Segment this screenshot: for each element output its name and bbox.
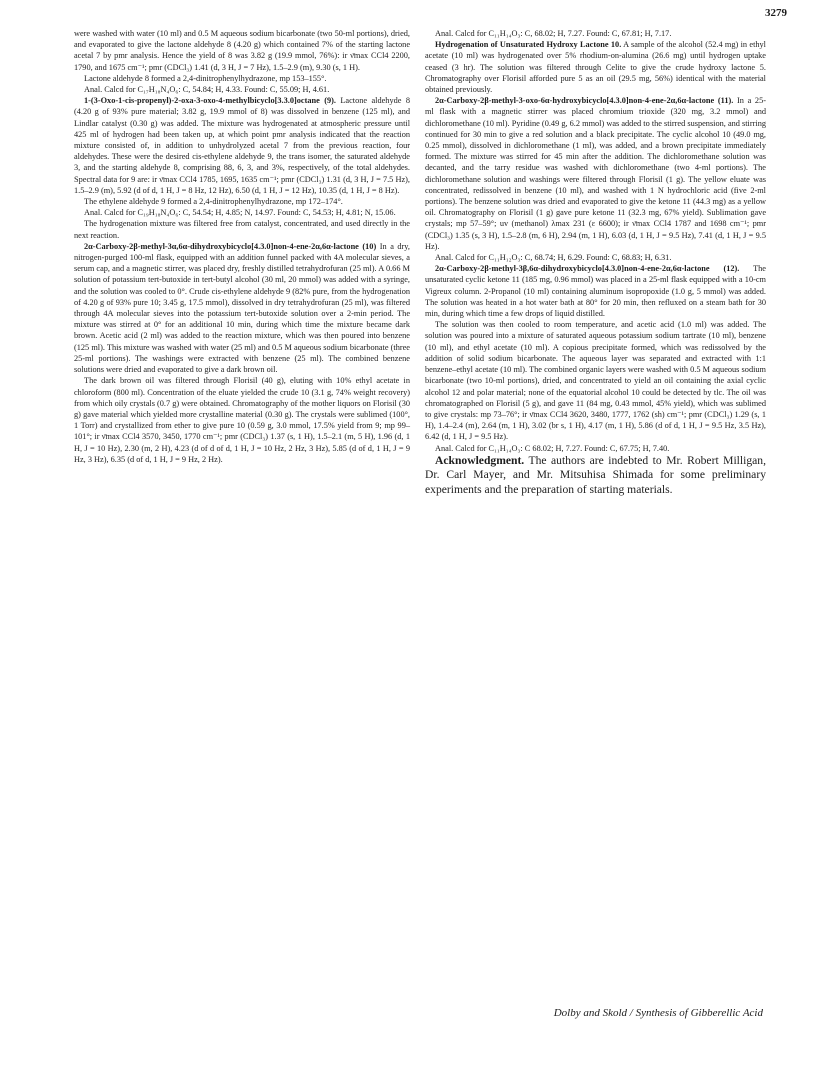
analysis-paragraph: Anal. Calcd for C₁₁H₁₂O₃: C, 68.74; H, 6.29. Found: C, 68.83; H, 6.31.	[435, 253, 672, 263]
analysis-paragraph: Anal. Calcd for C₁₁H₁₄O₃: C, 68.02; H, 7.27. Found: C, 67.81; H, 7.17.	[435, 29, 672, 38]
paragraph: were washed with water (10 ml) and 0.5 M aqueous sodium bicarbonate (two 50-ml portions), dried, and evaporated to give the lactone aldehyde 8 (4.20 g) which contained 7% of the starting lactone acetal 7 by pmr analysis. Hence the yield of 8 was 3.82 g (19.9 mmol, 76%): ir ν̄max CCl4 2200, 1790, and 1675 cm⁻¹; pmr (CDCl₃) 1.41 (d, 3 H, J = 7 Hz), 1.5–2.9 (m), 9.30 (s, 1 H).	[74, 29, 410, 72]
procedure-text: The unsaturated cyclic ketone 11 (185 mg, 0.96 mmol) was placed in a 25-ml flask equipped with a 10-cm Vigreux column. 2-Propanol (10 ml) containing aluminum isopropoxide (1.0 g, 5 mmol) was added. The solution was heated in a hot water bath at 80° for 20 min, then refluxed on a steam bath for 30 min, during which time a few drops of liquid distilled.	[425, 264, 766, 319]
acknowledgment-heading: Acknowledgment.	[435, 453, 525, 467]
compound-heading: 1-(3-Oxo-1-cis-propenyl)-2-oxa-3-oxo-4-methylbicyclo[3.3.0]octane (9).	[84, 96, 336, 106]
procedure-text: In a 25-ml flask with a magnetic stirrer was placed chromium trioxide (320 mg, 3.2 mmol) and dichloromethane (10 ml). Pyridine (0.49 g, 6.2 mmol) was added to the stirred suspension, and stirring continued for 30 min to give a red solution and a black precipitate. The cyclic alcohol 10 (49.0 mg, 0.25 mmol), dissolved in dichloromethane (1 ml), was added, and a brown precipitate immediately formed. The mixture was stirred for 45 min after the addition. The dichloromethane solution was decanted, and the tarry residue was washed with dichloromethane (two 4-ml portions). The dichloromethane solution and washings were filtered through Florisil (1 g). The yellow eluate was concentrated, redissolved in benzene (10 ml), and washed with 1 N hydrochloric acid (five 2-ml portions). The benzene solution was dried and evaporated to give the ketone 11 (44.3 mg) as a yellow oil. Chromatography on Florisil (1 g) gave pure ketone 11 (32.3 mg, 67% yield). Sublimation gave crystals; mp 57–59°; uv (methanol) λmax 231 (ε 6600); ir ν̄max CCl4 1787 and 1698 cm⁻¹; pmr (CDCl₃) 1.35 (s, 3 H), 1.5–2.8 (m, 6 H), 2.94 (m, 1 H), 6.03 (d, 1 H, J = 9.5 Hz), 7.41 (d, 1 H, J = 9.5 Hz).	[425, 96, 766, 251]
procedure-paragraph	[425, 263, 766, 319]
procedure-paragraph	[74, 95, 410, 196]
procedure-paragraph	[425, 39, 766, 95]
acknowledgment	[425, 454, 766, 498]
analysis-paragraph: Anal. Calcd for C₁₇H₁₈N₄O₆: C, 54.84; H, 4.33. Found: C, 55.09; H, 4.61.	[84, 85, 330, 95]
compound-heading: 2α-Carboxy-2β-methyl-3-oxo-6α-hydroxybicyclo[4.3.0]non-4-ene-2α,6α-lactone (11).	[435, 96, 734, 106]
procedure-text: In a dry, nitrogen-purged 100-ml flask, equipped with an addition funnel packed with 4A molecular sieves, a serum cap, and a magnetic stirrer, was placed dry, freshly distilled tetrahydrofuran (25 ml). A 0.66 M solution of potassium tert-butoxide in tert-butyl alcohol (30 ml, 20 mmol) was added with a syringe, and the solution was cooled to 0°. Crude cis-ethylene aldehyde 9 (82% pure, from the hydrogenation of 4.20 g of 93% pure 10; 3.45 g, 17.5 mmol), dissolved in dry tetrahydrofuran (25 ml), was filtered through 4A molecular sieves into the potassium tert-butoxide solution over a 2-min period. The mixture was stirred at 0° for an additional 10 min, during which time the mixture became dark brown. Acetic acid (2 ml) was added to the reaction mixture, which was then poured into benzene (125 ml). This mixture was washed with water (25 ml) and 0.5 M aqueous sodium bicarbonate (three 25-ml portions). The washings were extracted with benzene (25 ml). The combined benzene solutions were dried and evaporated to give a dark brown oil.	[74, 241, 410, 375]
paragraph: The solution was then cooled to room temperature, and acetic acid (1.0 ml) was added. The solution was poured into a mixture of saturated aqueous potassium sodium tartrate (10 ml), benzene (10 ml), and ethyl acetate (10 ml). A copious precipitate formed, which was redissolved by the addition of solid sodium bicarbonate. The aqueous layer was separated and extracted with 1:1 benzene–ethyl acetate (10 ml). The combined organic layers were washed with 0.5 M aqueous sodium bicarbonate (two 10-ml portions), dried, and concentrated to yield an oil containing the axial cyclic alcohol 12 and polar material; none of the equatorial alcohol 10 could be detected by tlc. The oil was chromatographed on Florisil (5 g), and gave 11 (84 mg, 0.43 mmol, 45% yield), which was sublimed to give crystals: mp 73–76°; ir ν̄max CCl4 3620, 3480, 1777, 1762 (sh) cm⁻¹; pmr (CDCl₃) 1.29 (s, 1 H), 1.4–2.4 (m), 2.64 (m, 1 H), 3.02 (br s, 1 H), 4.17 (m, 1 H), 5.86 (d of d, 1 H, J = 9.5 Hz, 3.5 Hz), 6.42 (d, 1 H, J = 9.5 Hz).	[425, 320, 766, 442]
procedure-text: Lactone aldehyde 8 (4.20 g of 93% pure material; 3.82 g, 19.9 mmol of 8) was dissolved in benzene (125 ml), and Lindlar catalyst (0.30 g) was added. The mixture was hydrogenated at atmospheric pressure until 425 ml of hydrogen had been taken up, at which point pmr analysis indicated that the reaction mixture consisted of, in addition to unhydrolyzed acetal 7 from the previous reaction, four aldehydes. These were the desired cis-ethylene aldehyde 9, the trans isomer, the saturated aldehyde 3, and the starting aldehyde 8, comprising 88, 6, 3, and 3%, respectively, of the total aldehydes. Spectral data for 9 are: ir ν̄max CCl4 1785, 1695, 1635 cm⁻¹; pmr (CDCl₃) 1.31 (d, 3 H, J = 7.5 Hz), 1.5–2.9 (m), 5.92 (d of d, 1 H, J = 8 Hz, 12 Hz), 6.50 (d, 1 H, J = 12 Hz), 10.35 (d, 1 H, J = 8 Hz).	[74, 96, 410, 195]
procedure-paragraph	[425, 95, 766, 252]
page-number: 3279	[765, 7, 787, 19]
analysis-paragraph: Anal. Calcd for C₁₉H₁₈N₄O₆: C, 54.54; H, 4.85; N, 14.97. Found: C, 54.53; H, 4.81; N, 15.06.	[84, 208, 396, 218]
analysis-paragraph: Anal. Calcd for C₁₁H₁₄O₃: C 68.02; H, 7.27. Found: C, 67.75; H, 7.40.	[435, 443, 670, 453]
compound-heading: 2α-Carboxy-2β-methyl-3α,6α-dihydroxybicyclo[4.3.0]non-4-ene-2α,6α-lactone (10)	[84, 241, 377, 251]
section-heading: Hydrogenation of Unsaturated Hydroxy Lactone 10.	[435, 40, 622, 50]
right-column	[425, 28, 766, 498]
compound-heading: 2α-Carboxy-2β-methyl-3β,6α-dihydroxybicyclo[4.3.0]non-4-ene-2α,6α-lactone (12).	[435, 264, 740, 274]
left-column	[74, 28, 410, 465]
paragraph: The dark brown oil was filtered through Florisil (40 g), eluting with 10% ethyl acetate in chloroform (800 ml). Concentration of the eluate yielded the crude 10 (3.1 g, 74% weight recovery) from which oily crystals (0.7 g) were obtained. Chromatography of the mother liquors on Florisil (30 g) gave material which yielded more crystalline material (0.30 g). The crystals were sublimed (100°, 1 Torr) and crystallized from ether to give pure 10 (0.59 g, 3.0 mmol, 17.5% yield from 9; mp 99–101°; ir ν̄max CCl4 3570, 3450, 1770 cm⁻¹; pmr (CDCl₃) 1.37 (s, 1 H), 1.5–2.1 (m, 5 H), 1.96 (d, 1 H, J = 10 Hz), 2.30 (m, 2 H), 4.23 (d of d of d, 1 H, J = 10 Hz, 2 Hz, 3 Hz), 5.85 (d of d, 1 H, J = 9 Hz, 3 Hz), 6.35 (d of d, 1 H, J = 9 Hz, 2 Hz).	[74, 376, 410, 464]
procedure-paragraph	[74, 241, 410, 375]
paragraph: Lactone aldehyde 8 formed a 2,4-dinitrophenylhydrazone, mp 153–155°.	[84, 73, 327, 83]
running-footer: Dolby and Skold / Synthesis of Gibberellic Acid	[553, 1007, 763, 1019]
acknowledgment-text: The authors are indebted to Mr. Robert Milligan, Dr. Carl Mayer, and Mr. Mitsuhisa Shimada for some preliminary experiments and the preparation of starting materials.	[425, 453, 766, 496]
paragraph: The ethylene aldehyde 9 formed a 2,4-dinitrophenylhydrazone, mp 172–174°.	[84, 197, 343, 207]
procedure-text: A sample of the alcohol (52.4 mg) in ethyl acetate (10 ml) was hydrogenated over 5% rhodium-on-alumina (26.6 mg) until hydrogen uptake ceased (3 hr). The solution was filtered through Celite to give the crude hydroxy lactone 5. Chromatography over Florisil afforded pure 5 as an oil (29.5 mg, 56%) identical with the material obtained previously.	[425, 40, 766, 95]
paragraph: The hydrogenation mixture was filtered free from catalyst, concentrated, and used directly in the next reaction.	[74, 219, 410, 240]
